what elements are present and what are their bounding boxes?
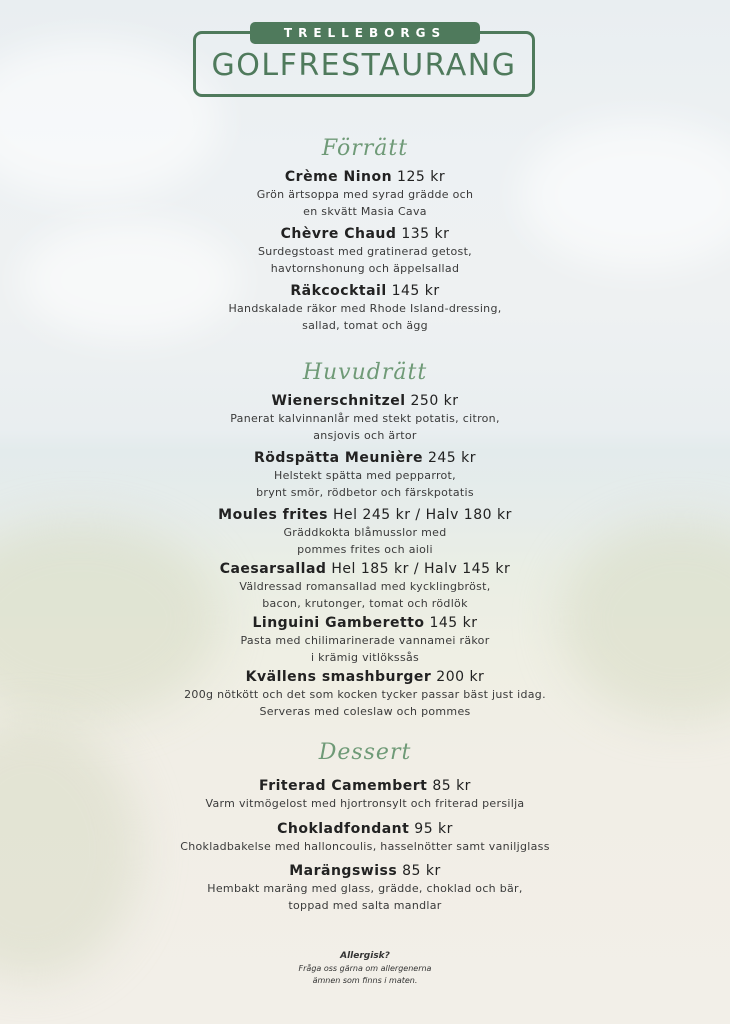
item-name: Chokladfondant <box>277 821 410 837</box>
section-title-huvudratt: Huvudrätt <box>302 360 428 385</box>
item-price: 145 kr <box>429 615 478 631</box>
item-name: Chèvre Chaud <box>280 226 397 242</box>
item-price: 85 kr <box>402 863 441 879</box>
item-price: 135 kr <box>401 226 450 242</box>
item-price: Hel 185 kr / Halv 145 kr <box>331 561 511 577</box>
item-name: Räkcocktail <box>290 283 387 299</box>
item-name: Linguini Gamberetto <box>252 615 425 631</box>
item-description: i krämig vitlökssås <box>310 651 420 664</box>
section-title-forratt: Förrätt <box>321 136 409 161</box>
menu-item <box>0 282 730 334</box>
item-description: havtornshonung och äppelsallad <box>270 262 460 275</box>
item-name: Moules frites <box>218 507 328 523</box>
item-description: Handskalade räkor med Rhode Island-dressing, <box>228 302 502 315</box>
item-price: 250 kr <box>410 393 459 409</box>
item-price: 245 kr <box>427 450 476 466</box>
item-description: Grön ärtsoppa med syrad grädde och <box>256 188 474 201</box>
item-description: en skvätt Masia Cava <box>303 205 427 218</box>
logo-main-text: GOLFRESTAURANG <box>211 48 517 83</box>
item-name: Rödspätta Meunière <box>254 450 423 466</box>
menu-item <box>0 777 730 812</box>
item-description: Gräddkokta blåmusslor med <box>283 526 447 539</box>
menu-item <box>0 506 730 558</box>
item-description: 200g nötkött och det som kocken tycker passar bäst just idag. <box>184 688 546 701</box>
logo-top-text: TRELLEBORGS <box>250 22 480 44</box>
item-name: Kvällens smashburger <box>245 669 432 685</box>
allergy-text: ämnen som finns i maten. <box>312 976 418 985</box>
item-description: Väldressad romansallad med kycklingbröst, <box>239 580 491 593</box>
item-description: Panerat kalvinnanlår med stekt potatis, citron, <box>230 412 500 425</box>
item-description: Hembakt maräng med glass, grädde, choklad och bär, <box>207 882 523 895</box>
menu-item <box>0 225 730 277</box>
item-description: Serveras med coleslaw och pommes <box>259 705 471 718</box>
item-price: 145 kr <box>391 283 440 299</box>
item-description: toppad med salta mandlar <box>288 899 442 912</box>
item-name: Crème Ninon <box>284 169 393 185</box>
item-description: Chokladbakelse med halloncoulis, hasselnötter samt vaniljglass <box>180 840 550 853</box>
item-description: pommes frites och aioli <box>297 543 433 556</box>
allergy-text: Fråga oss gärna om allergenerna <box>298 964 432 973</box>
item-price: 85 kr <box>432 778 471 794</box>
item-price: 125 kr <box>397 169 446 185</box>
item-description: sallad, tomat och ägg <box>302 319 428 332</box>
item-description: Pasta med chilimarinerade vannamei räkor <box>240 634 490 647</box>
item-name: Caesarsallad <box>219 561 327 577</box>
allergy-note <box>0 950 730 987</box>
item-price: 95 kr <box>414 821 453 837</box>
item-name: Wienerschnitzel <box>271 393 406 409</box>
item-price: 200 kr <box>436 669 485 685</box>
item-name: Friterad Camembert <box>259 778 428 794</box>
item-description: Helstekt spätta med pepparrot, <box>274 469 456 482</box>
item-description: bacon, krutonger, tomat och rödlök <box>262 597 468 610</box>
allergy-heading: Allergisk? <box>340 951 390 961</box>
menu-item <box>0 862 730 914</box>
menu-item <box>0 560 730 612</box>
section-title-dessert: Dessert <box>318 740 412 765</box>
menu-item <box>0 449 730 501</box>
menu-item <box>0 168 730 220</box>
item-description: brynt smör, rödbetor och färskpotatis <box>256 486 474 499</box>
item-description: Surdegstoast med gratinerad getost, <box>258 245 472 258</box>
menu-item <box>0 614 730 666</box>
menu-item <box>0 668 730 720</box>
item-description: ansjovis och ärtor <box>313 429 417 442</box>
item-price: Hel 245 kr / Halv 180 kr <box>332 507 512 523</box>
item-name: Marängswiss <box>289 863 398 879</box>
item-description: Varm vitmögelost med hjortronsylt och friterad persilja <box>205 797 525 810</box>
menu-item <box>0 392 730 444</box>
menu-item <box>0 820 730 855</box>
